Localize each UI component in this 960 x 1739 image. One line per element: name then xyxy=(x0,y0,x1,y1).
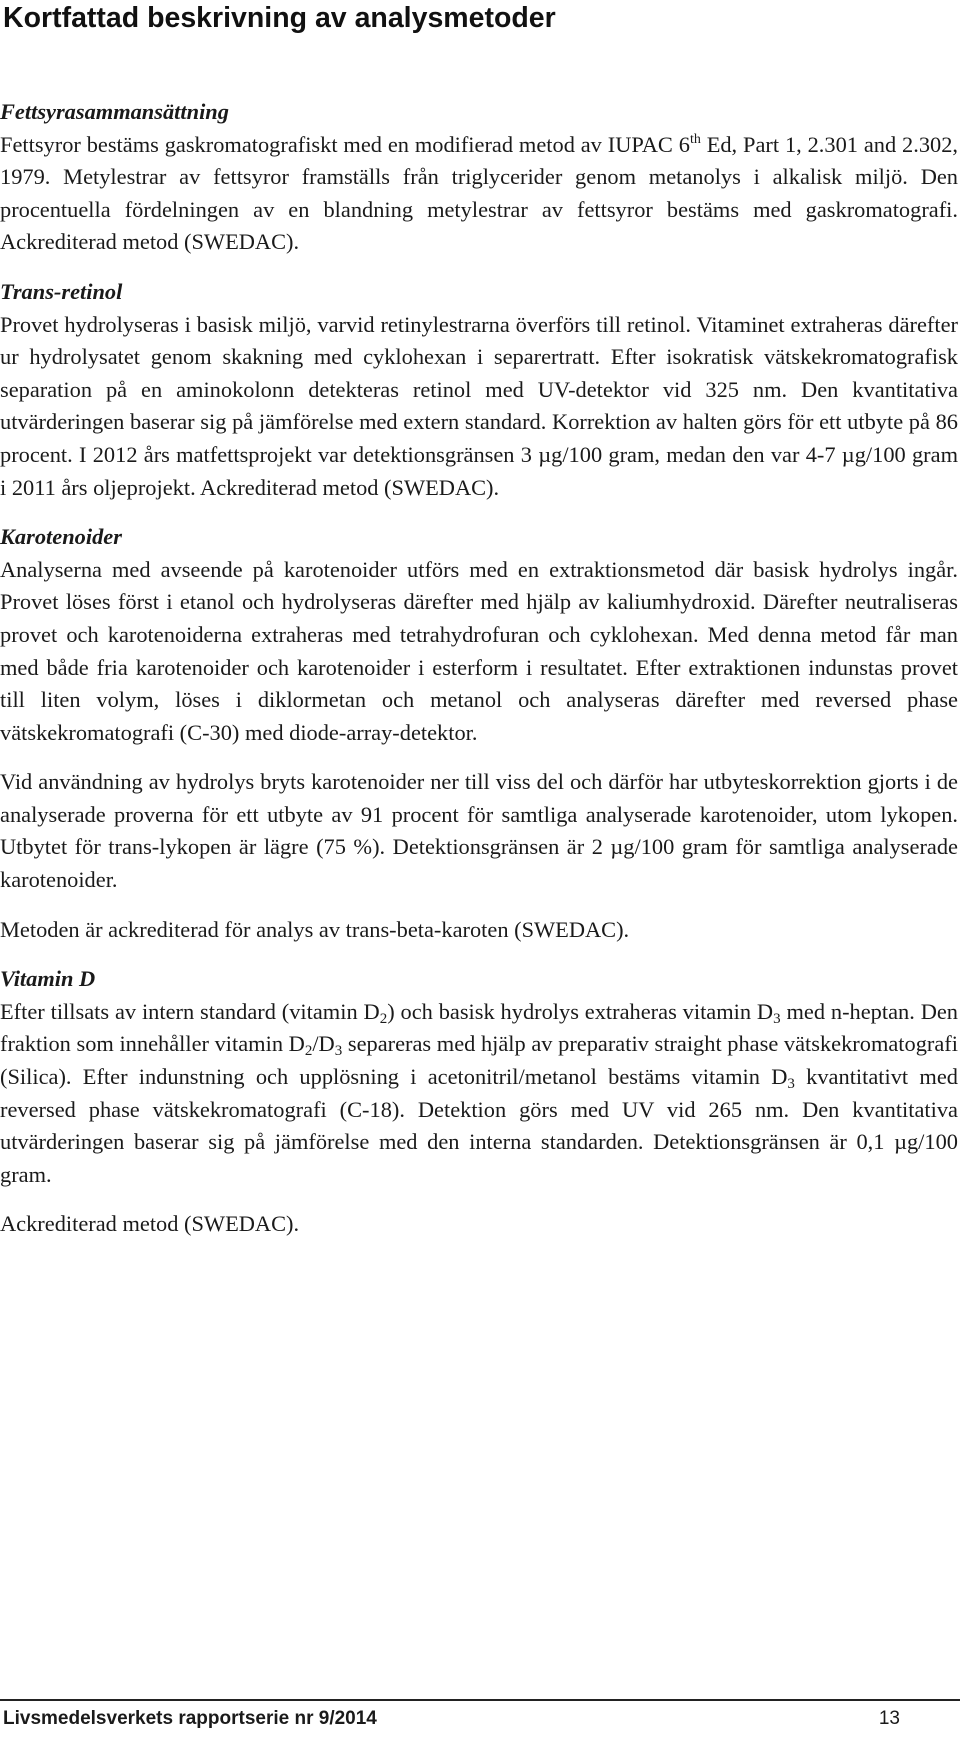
paragraph: Provet hydrolyseras i basisk miljö, varvid retinylestrarna överförs till retinol. Vitaminet extraheras därefter ur hydrolysatet genom skakning med cyklohexan i separertratt. Efter isokratisk vätskekromatografisk separation på en aminokolonn detekteras retinol med UV-detektor vid 325 nm. Den kvantitativa utvärderingen baserar sig på jämförelse med extern standard. Korrektion av halten görs för ett utbyte på 86 procent. I 2012 års matfettsprojekt var detektionsgränsen 3 µg/100 gram, medan den var 4-7 µg/100 gram i 2011 års oljeprojekt. Ackrediterad metod (SWEDAC). xyxy=(0,311,958,500)
section-heading: Fettsyrasammansättning xyxy=(0,99,229,124)
footer-series: Livsmedelsverkets rapportserie nr 9/2014 xyxy=(3,1708,377,1729)
section-fettsyrasammansattning xyxy=(0,96,958,259)
paragraph: Metoden är ackrediterad för analys av trans-beta-karoten (SWEDAC). xyxy=(0,916,630,942)
subscript: 2 xyxy=(304,1043,313,1060)
section-karotenoider xyxy=(0,521,958,946)
paragraph-text: ) och basisk hydrolys extraheras vitamin D xyxy=(387,998,774,1024)
paragraph-text: separeras med hjälp av preparativ straight phase vätskekromatografi (Silica). Efter indunstning och upplösning i acetonitril/metanol bestäms vitamin D xyxy=(0,1031,958,1090)
paragraph-text: /D xyxy=(312,1031,335,1057)
section-vitamin-d xyxy=(0,963,958,1241)
subscript: 3 xyxy=(787,1076,795,1093)
paragraph: Analyserna med avseende på karotenoider utförs med en extraktionsmetod där basisk hydrolys ingår. Provet löses först i etanol och hydrolyseras därefter med hjälp av kaliumhydroxid. Därefter neutraliseras provet och karotenoiderna extraheras med tetrahydrofuran och cyklohexan. Med denna metod får man med både fria karotenoider och karotenoider i esterform i resultatet. Efter extraktionen indunstas provet till liten volym, löses i diklormetan och metanol och analyseras därefter med reversed phase vätskekromatografi (C-30) med diode-array-detektor. xyxy=(0,556,958,745)
footer-divider xyxy=(0,1699,960,1701)
page-title: Kortfattad beskrivning av analysmetoder xyxy=(3,2,556,34)
paragraph: Ackrediterad metod (SWEDAC). xyxy=(0,1211,300,1237)
section-heading: Karotenoider xyxy=(0,524,122,550)
section-heading: Trans-retinol xyxy=(0,278,123,304)
paragraph-text: med n-heptan. Den fraktion som innehåller vitamin D xyxy=(0,998,958,1057)
paragraph-text: kvantitativt med reversed phase vätskekromatografi (C-18). Detektion görs med UV vid 265 nm. Den kvantitativa utvärderingen baserar sig på jämförelse med den interna standarden. Detektionsgränsen är 0,1 µg/100 gram. xyxy=(0,1064,958,1187)
document-body xyxy=(0,96,958,1241)
section-trans-retinol xyxy=(0,276,958,504)
superscript: th xyxy=(689,131,701,147)
subscript: 3 xyxy=(334,1043,343,1060)
paragraph xyxy=(0,996,958,1192)
page-number: 13 xyxy=(878,1708,900,1729)
subscript: 3 xyxy=(773,1010,781,1027)
paragraph: Vid användning av hydrolys bryts karotenoider ner till viss del och därför har utbyteskorrektion gjorts i de analyserade proverna för ett utbyte av 91 procent för samtliga analyserade karotenoider, utom lykopen. Utbytet för trans-lykopen är lägre (75 %). Detektionsgränsen är 2 µg/100 gram för samtliga analyserade karotenoider. xyxy=(0,769,958,893)
paragraph-text: Ed, Part 1, 2.301 and 2.302, 1979. Metylestrar av fettsyror framställs från triglycerider genom metanolys i alkalisk miljö. Den procentuella fördelningen av en blandning metylestrar av fettsyror bestäms med gaskromatografi. Ackrediterad metod (SWEDAC). xyxy=(0,131,959,255)
section-heading: Vitamin D xyxy=(0,966,96,992)
paragraph xyxy=(0,129,958,259)
paragraph-text: Fettsyror bestäms gaskromatografiskt med en modifierad metod av IUPAC 6 xyxy=(0,131,690,157)
subscript: 2 xyxy=(379,1010,388,1027)
paragraph-text: Efter tillsats av intern standard (vitamin D xyxy=(0,998,380,1024)
